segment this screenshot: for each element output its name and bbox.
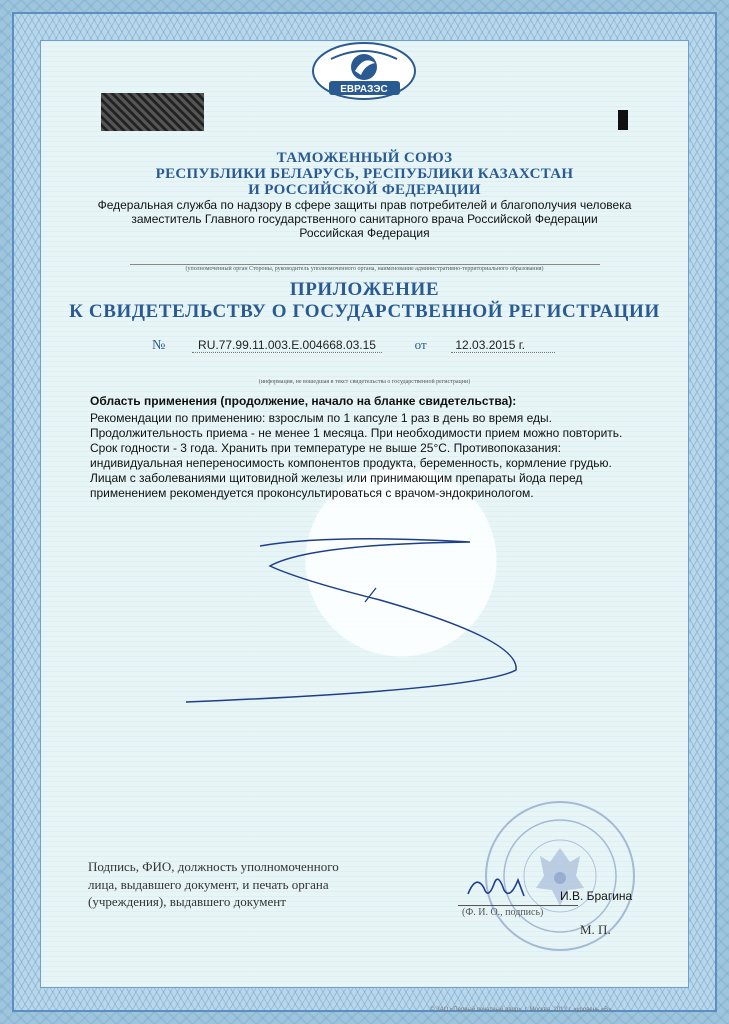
corner-mark — [618, 110, 628, 130]
document-title: ПРИЛОЖЕНИЕ — [289, 279, 440, 300]
scope-heading: Область применения (продолжение, начало на бланке свидетельства): — [90, 394, 517, 408]
number-label: № — [152, 338, 166, 353]
euraec-emblem-icon — [311, 41, 418, 101]
emblem-label: ЕВРАЗЭС — [340, 84, 388, 95]
body-line-1: Рекомендации по применению: взрослым по 1 капсуле 1 раз в день во время еды. — [90, 411, 552, 425]
body-line-3: Срок годности - 3 года. Хранить при температуре не выше 25°С. Противопоказания: — [90, 441, 561, 455]
registration-row — [152, 337, 555, 354]
signer-name: И.В. Брагина — [560, 889, 633, 903]
redacted-serial — [101, 93, 204, 131]
union-line-3: И РОССИЙСКОЙ ФЕДЕРАЦИИ — [248, 182, 481, 198]
printer-imprint: © ЗАО «Первый печатный двор», г. Москва, 2013 г. «уровень «В» — [430, 1007, 612, 1013]
body-line-4: индивидуальная непереносимость компонентов продукта, беременность, кормление грудью. — [90, 456, 612, 470]
union-line-1: ТАМОЖЕННЫЙ СОЮЗ — [276, 150, 453, 166]
body-line-6: применением рекомендуется проконсультироваться с врачом-эндокринологом. — [90, 486, 534, 500]
agency-underline — [130, 264, 600, 265]
handwritten-signature — [462, 866, 532, 906]
stamp-place-label: М. П. — [580, 922, 611, 937]
signature-label-3: (учреждения), выдавшего документ — [88, 894, 286, 909]
agency-caption: (уполномоченный орган Стороны, руководитель уполномоченного органа, наименование административно-территориального образования) — [185, 266, 544, 272]
registration-number: RU.77.99.11.003.E.004668.03.15 — [192, 338, 382, 353]
document-subtitle: К СВИДЕТЕЛЬСТВУ О ГОСУДАРСТВЕННОЙ РЕГИСТРАЦИИ — [69, 301, 660, 322]
agency-line-1: Федеральная служба по надзору в сфере защиты прав потребителей и благополучия человека — [97, 198, 632, 212]
registration-caption: (информация, не вошедшая в текст свидетельства о государственной регистрации) — [258, 379, 471, 385]
signature-label-1: Подпись, ФИО, должность уполномоченного — [88, 859, 339, 874]
registration-date: 12.03.2015 г. — [451, 338, 555, 353]
agency-line-3: Российская Федерация — [299, 226, 430, 240]
from-label: от — [414, 337, 427, 352]
signature-label-2: лица, выдавшего документ, и печать органа — [88, 877, 329, 892]
cancellation-stroke — [180, 520, 540, 720]
fio-caption: (Ф. И. О., подпись) — [462, 907, 544, 918]
body-line-5: Лицам с заболеваниями щитовидной железы или принимающим препараты йода перед — [90, 471, 583, 485]
union-line-2: РЕСПУБЛИКИ БЕЛАРУСЬ, РЕСПУБЛИКИ КАЗАХСТАН — [155, 166, 574, 182]
signature-underline — [458, 905, 578, 906]
agency-line-2: заместитель Главного государственного санитарного врача Российской Федерации — [131, 212, 598, 226]
body-line-2: Продолжительность приема - не менее 1 месяца. При необходимости прием можно повторить. — [90, 426, 623, 440]
